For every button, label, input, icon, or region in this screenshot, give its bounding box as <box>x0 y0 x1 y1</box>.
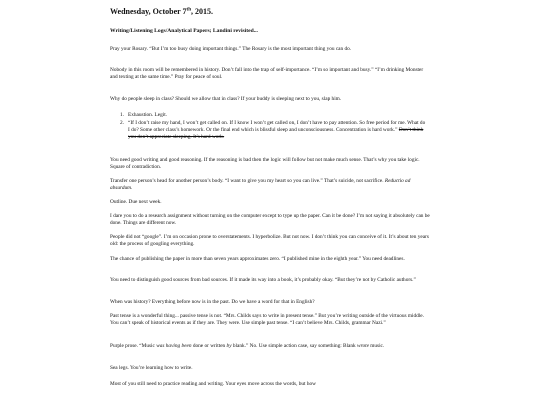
italic-run: wrote <box>357 343 369 349</box>
paragraph-publishing: The chance of publishing the paper in more than seven years approximates zero. “I published mine in the eighth year.” You need deadlines. <box>110 256 405 262</box>
text-run: Purple prose. “Music <box>110 343 155 349</box>
paragraph-writing: You need good writing and good reasoning. If the reasoning is bad then the logic will follow but not make much sense. That’s why you take logic. Square of contradiction. <box>110 157 420 171</box>
list-item-2 <box>120 120 428 141</box>
title-end: , 2015. <box>190 7 213 16</box>
paragraph-sources: You need to distinguish good sources from bad sources. If it made its way into a book, it’s probably okay. “But they’re not by Catholic authors.” <box>110 277 416 283</box>
page-subtitle: Writing/Listening Logs/Analytical Papers; Landini revisited... <box>110 28 258 34</box>
page-title <box>110 8 213 15</box>
paragraph-transfer <box>110 178 430 192</box>
list-number: 2. <box>120 120 124 126</box>
paragraph-past-tense: Past tense is a wonderful thing... passive tense is not. “Mrs. Childs says to write in present tense.” But you’re writing outside of the virtuous middle. You can’t speak of historical events as if they are. They were. Use simple past tense. “I can’t believe Mrs. Childs, grammar Nazi.” <box>110 313 424 327</box>
paragraph-rosary: Pray your Rosary. “But I’m too busy doing important things.” The Rosary is the most important thing you can do. <box>110 46 352 52</box>
paragraph-when-history: When was history? Everything before now is in the past. Do we have a word for that in English? <box>110 299 315 305</box>
paragraph-text: Transfer one person’s head for another person’s body. “I want to give you my heart so you can live.” That’s suicide, not sacrifice. <box>110 178 384 184</box>
paragraph-sleep: Why do people sleep in class? Should we allow that in class? If your buddy is sleeping next to you, slap him. <box>110 96 342 102</box>
paragraph-sea-legs: Sea legs. You’re learning how to write. <box>110 365 193 371</box>
italic-run: by <box>226 343 232 349</box>
paragraph-purple-prose <box>110 343 430 350</box>
title-superscript: th <box>186 7 191 13</box>
italic-run: was having been <box>156 343 192 349</box>
paragraph-outline: Outline. Due next week. <box>110 199 162 205</box>
title-main: Wednesday, October 7 <box>110 7 187 16</box>
text-run: music. <box>370 343 385 349</box>
struck-text: Don’t think you don’t appreciate sleeping. It’s hard work. <box>128 127 424 141</box>
list-item-text: Exhaustion. Legit. <box>128 112 167 118</box>
list-number: 1. <box>120 112 124 118</box>
paragraph-google: People did not “google”. I’m on occasion prone to overstatements. I hyperbolize. But not now. I don’t think you can conceive of it. It’s about ten years old: the process of googling everything. <box>110 234 429 248</box>
text-run: done or written <box>192 343 226 349</box>
text-run: blank.” No. Use simple action case, say something: Blank <box>232 343 356 349</box>
paragraph-history: Nobody in this room will be remembered in history. Don’t fall into the trap of self-importance. “I’m so important and busy.” “I’m drinking Monster and texting at the same time.” Pray for peace of soul. <box>110 67 424 81</box>
latin-phrase: Reductio ad absurdum. <box>110 178 411 192</box>
paragraph-research: I dare you to do a research assignment without turning on the computer except to type up the paper. Can it be done? I’m not saying it absolutely can be done. Things are different now. <box>110 213 430 227</box>
list-item-text: “If I don’t raise my hand, I won’t get called on. If I know I won’t get called on, I don’t have to pay attention. So free period for me. What do I do? Some other class’s homework. Or the final end which is blissful sleep and unconsciousness. Concentration is hard work.” <box>128 120 426 134</box>
paragraph-practice: Most of you still need to practice reading and writing. Your eyes move across the words, but how <box>110 381 316 387</box>
list-item-1 <box>120 112 428 119</box>
